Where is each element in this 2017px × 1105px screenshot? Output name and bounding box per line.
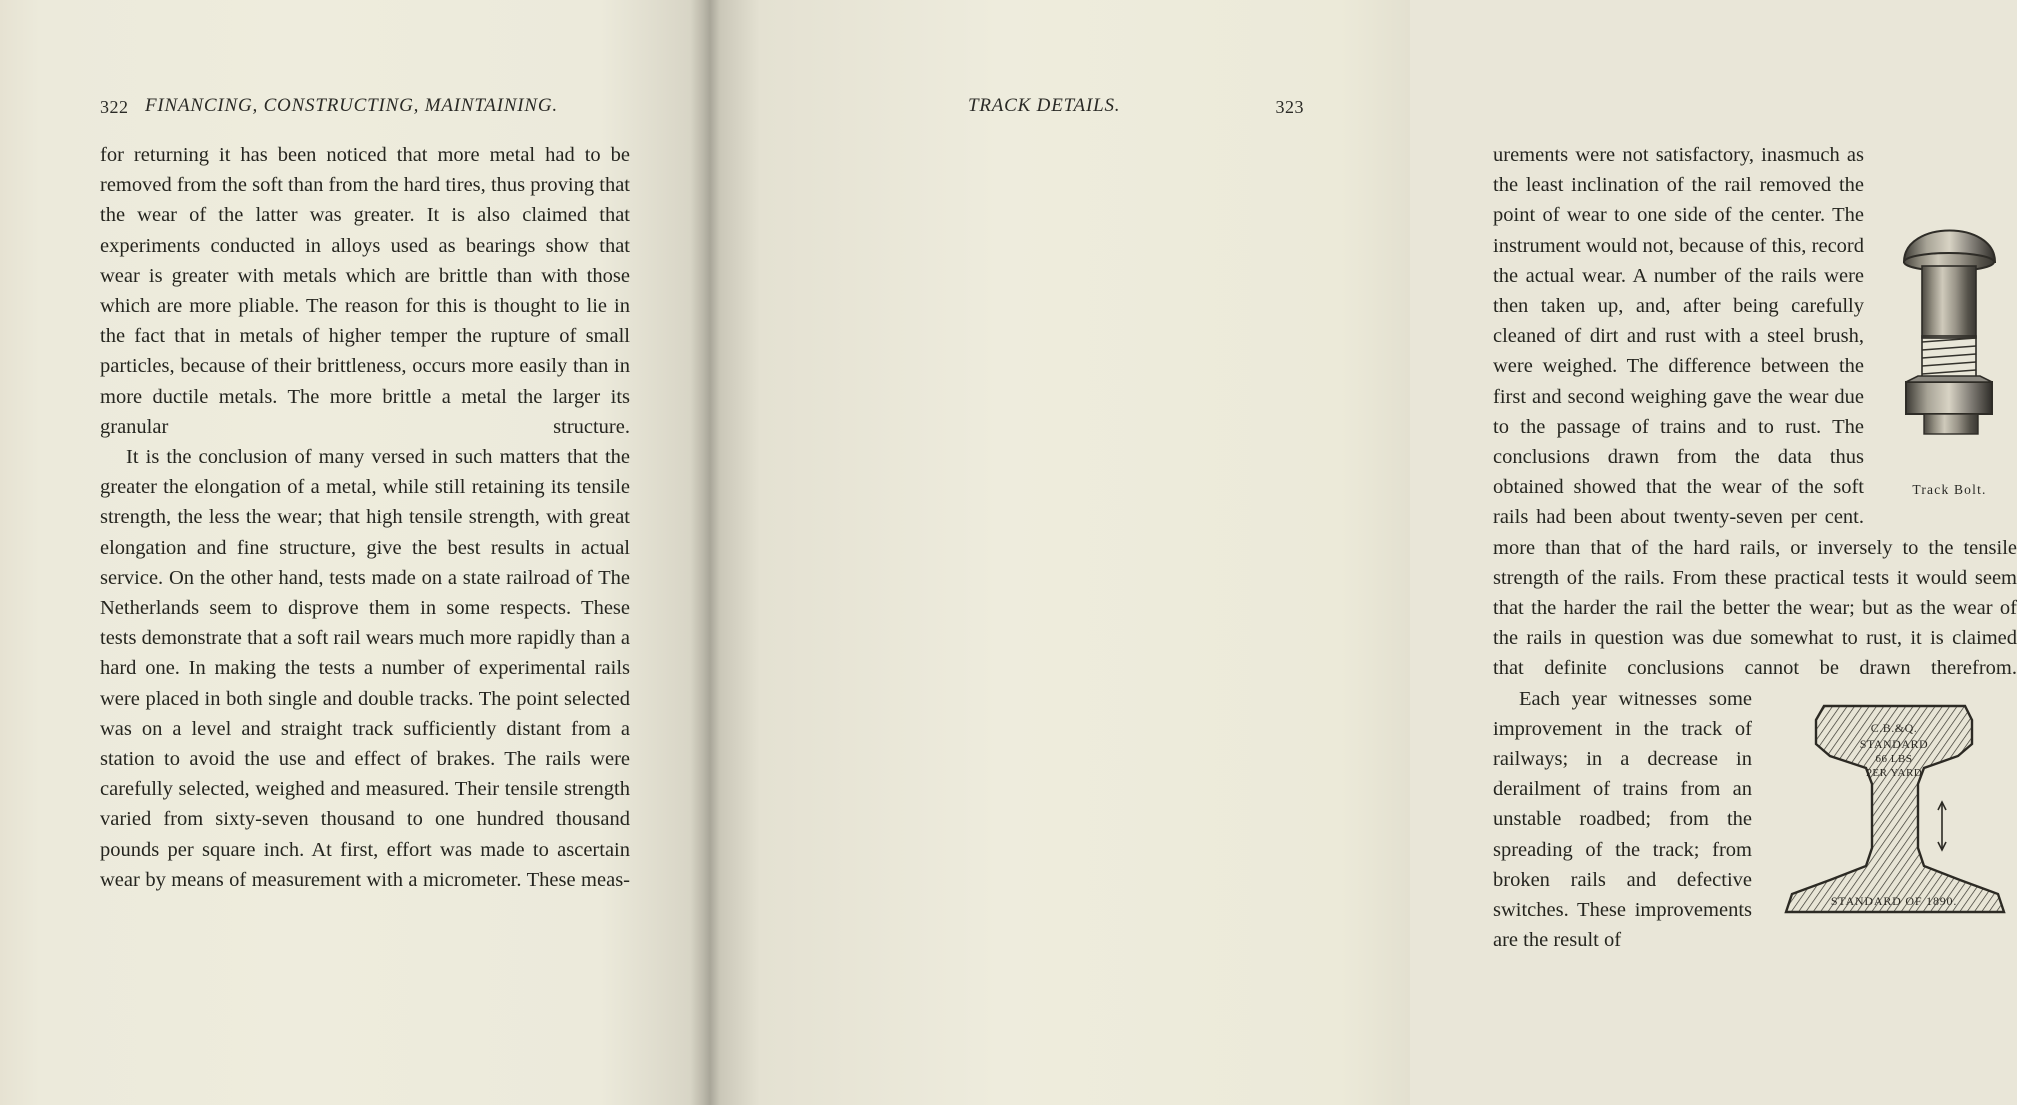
- svg-text:PER YARD: PER YARD: [1865, 766, 1923, 779]
- paragraph: for returning it has been noticed that more metal had to be removed from the soft than from the hard tires, thus proving that the wear of the latter was greater. It is also claimed that experiments conducted in alloys used as bearings show that wear is greater with metals which are brittle than with those which are more pliable. The reason for this is thought to lie in the fact that in metals of higher temper the rupture of small particles, because of their brittleness, occurs more easily than in more ductile metals. The more brittle a metal the larger its granular structure.: [100, 144, 630, 438]
- track-bolt-icon: [1882, 200, 2017, 460]
- svg-text:66 LBS: 66 LBS: [1875, 752, 1913, 765]
- paragraph: urements were not satisfactory, inasmuch as the least inclination of the rail removed the point of wear to one side of the center. The instrument would not, because of this, record the actual wear. A number of the rails were then taken up, and, after being carefully cleaned of dirt and rust with a steel brush, were weighed. The difference between the first and second weighing gave the wear due to the passage of trains and to rust. The conclusions drawn from the data thus obtained showed that the wear of the soft rails had been about twenty-seven per cent. more than that of the hard rails, or inversely to the tensile strength of the rails. From these practical tests it would seem that the harder the rail the better the wear; but as the wear of the rails in question was due somewhat to rust, it is claimed that definite conclusions cannot be drawn therefrom.: [1493, 144, 2017, 680]
- figure-rail-section: [1772, 698, 2017, 947]
- left-page: [0, 0, 706, 1105]
- left-page-running-head: FINANCING, CONSTRUCTING, MAINTAINING.: [145, 95, 558, 116]
- right-page: [706, 0, 2017, 1105]
- svg-text:STANDARD OF 1890.: STANDARD OF 1890.: [1830, 893, 1958, 908]
- paragraph: It is the conclusion of many versed in such matters that the greater the elongation of a metal, while still retaining its tensile strength, the less the wear; that high tensile strength, with great elongation and fine structure, give the best results in actual service. On the other hand, tests made on a state railroad of The Netherlands seem to disprove them in some respects. These tests demonstrate that a soft rail wears much more rapidly than a hard one. In making the tests a number of experimental rails were placed in both single and double tracks. The point selected was on a level and straight track sufficiently distant from a station to avoid the use and effect of brakes. The rails were carefully selected, weighed and measured. Their tensile strength varied from sixty-seven thousand to one hundred thousand pounds per square inch. At first, effort was made to ascertain wear by means of measurement with a micrometer. These meas-: [100, 446, 630, 891]
- svg-text:C.B.&Q.: C.B.&Q.: [1870, 720, 1918, 735]
- right-page-running-head: TRACK DETAILS.: [968, 95, 1121, 116]
- left-page-folio: 322: [100, 97, 129, 117]
- paragraph: Each year witnesses some improvement in the track of railways; in a decrease in derailment of trains from an unstable roadbed; from the spreading of the track; from broken rails and defective switches. These improvements are the result of: [1493, 687, 1752, 952]
- figure-caption: Track Bolt.: [1912, 482, 1987, 498]
- left-page-text-column: [100, 140, 630, 895]
- right-page-text-column: [1493, 140, 2017, 955]
- svg-text:STANDARD: STANDARD: [1859, 736, 1929, 751]
- right-page-folio: 323: [1275, 97, 1304, 117]
- figure-track-bolt: [1882, 200, 2017, 505]
- rail-section-icon: [1772, 698, 2017, 938]
